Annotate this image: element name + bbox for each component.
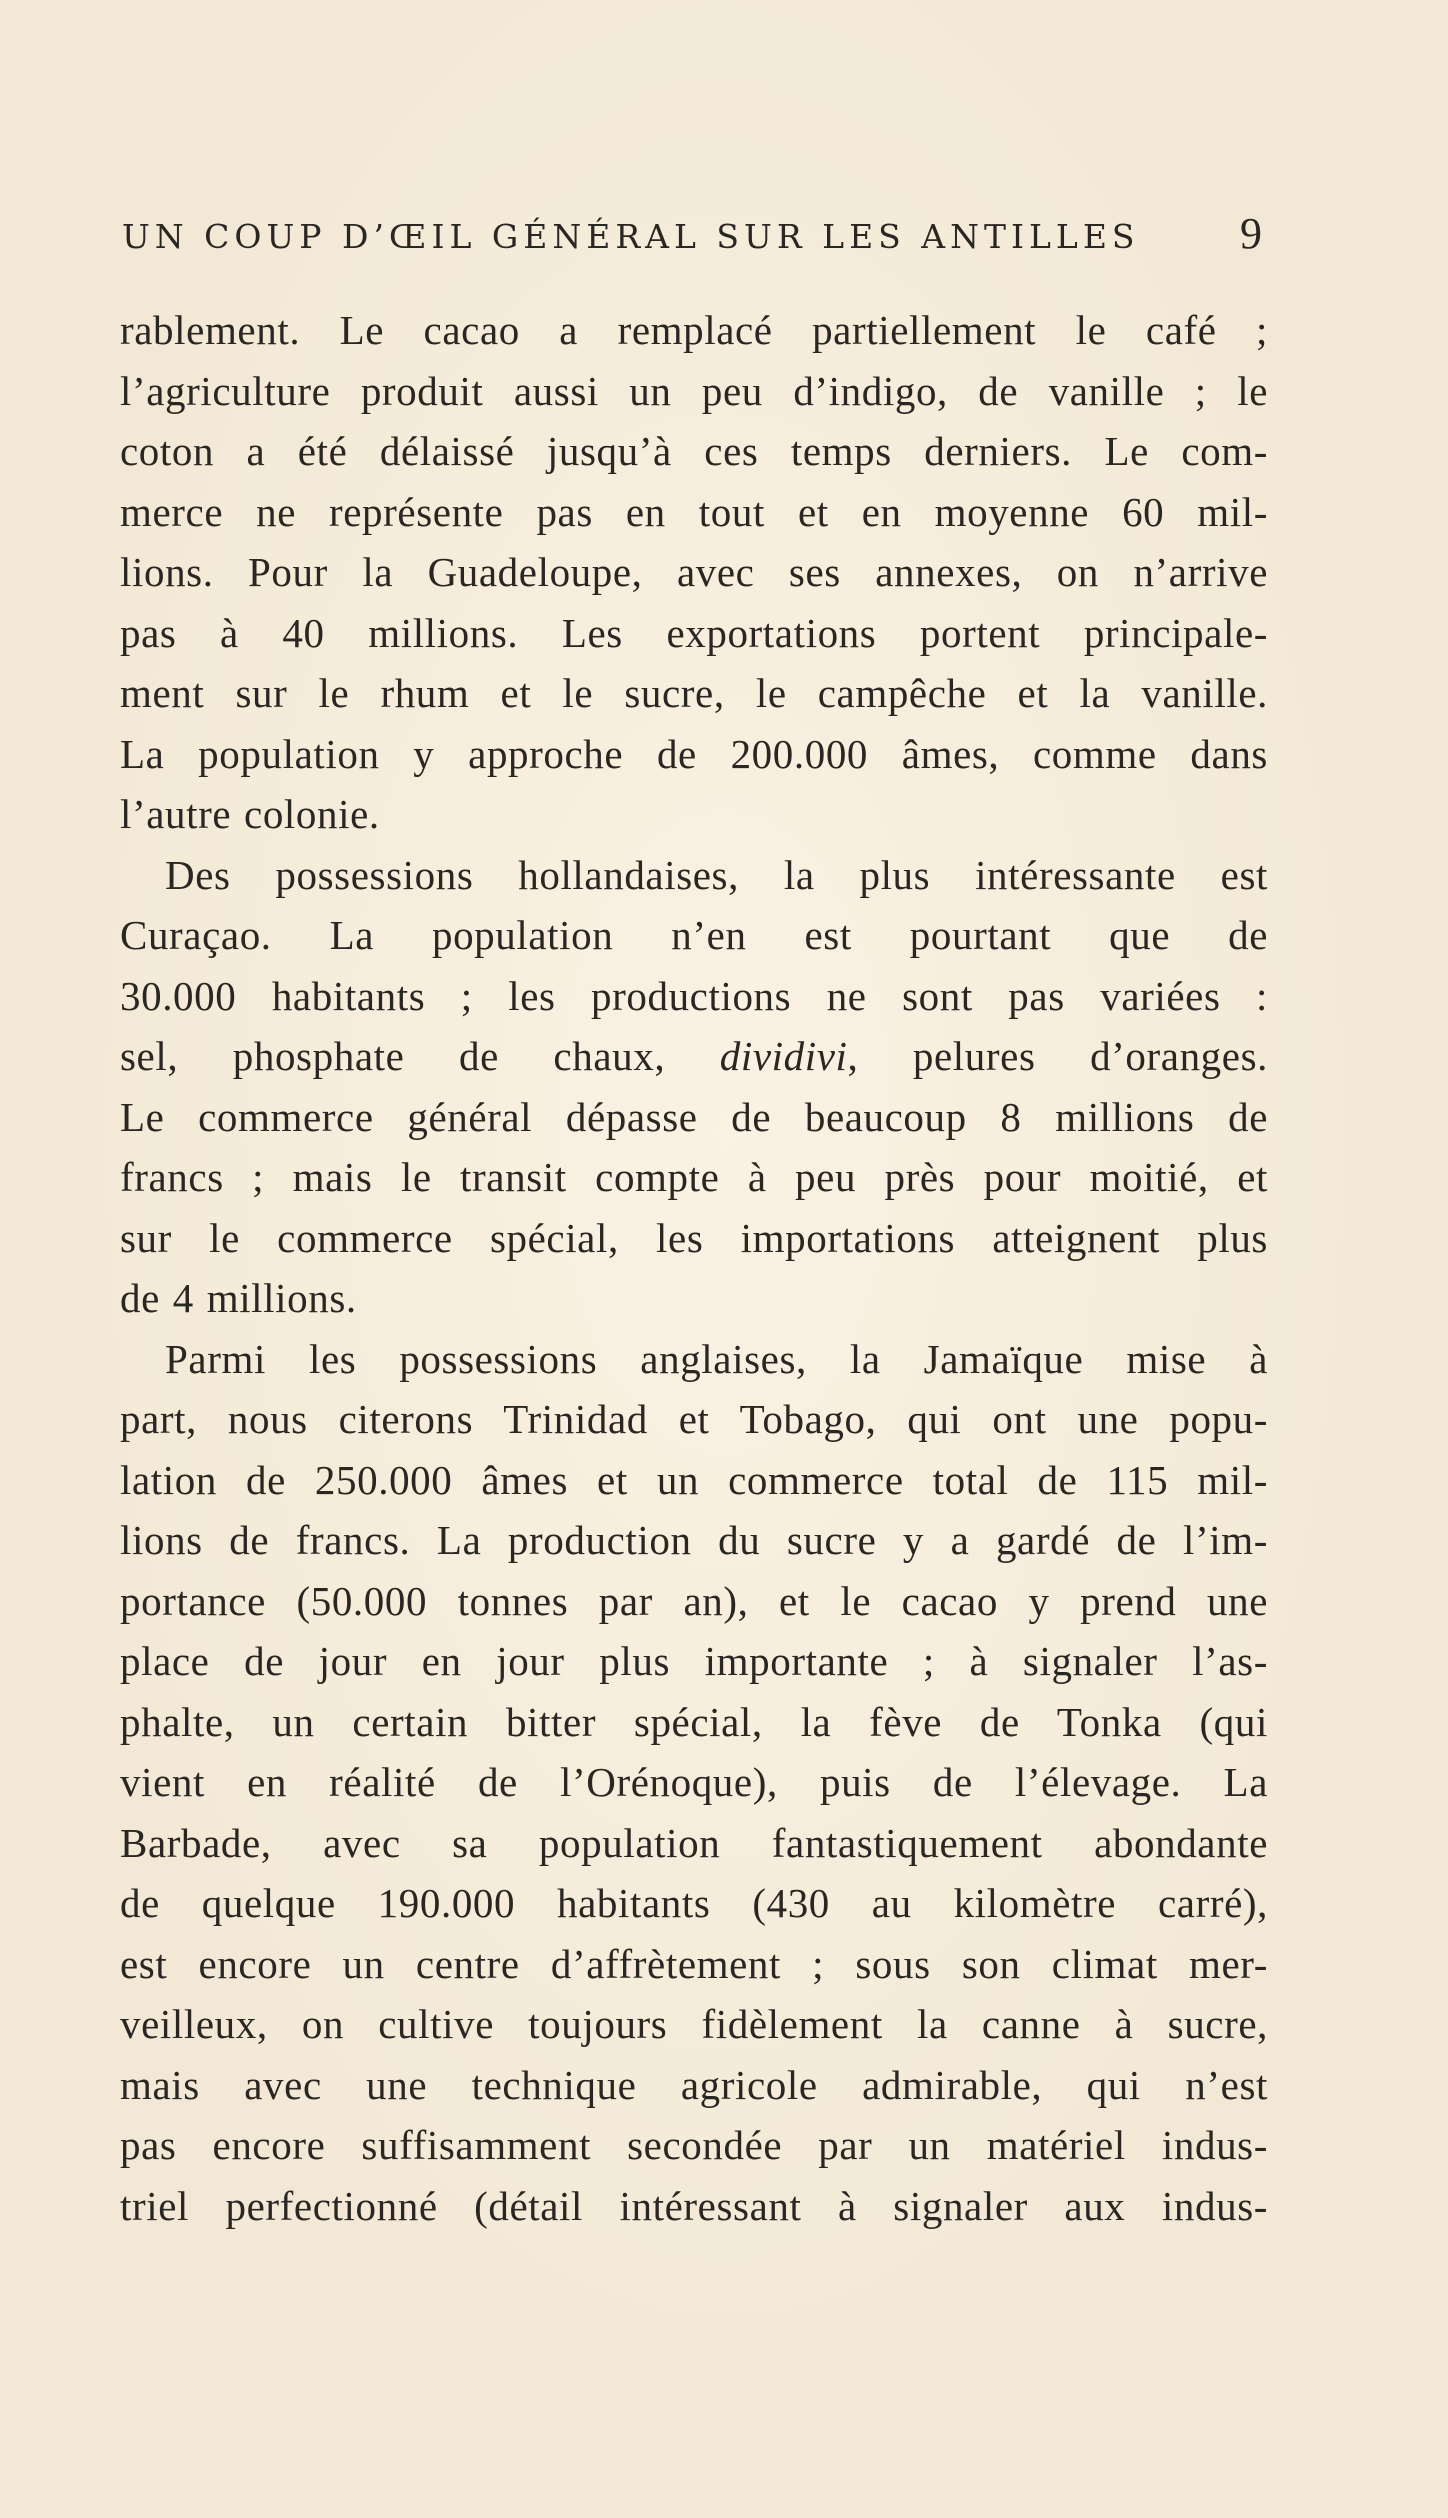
body-text — [120, 300, 1268, 2236]
text-line: Curaçao. La population n’en est pourtant que de — [120, 912, 1268, 958]
text-line: lions de francs. La production du sucre y a gardé de l’im- — [120, 1517, 1268, 1563]
paragraph — [120, 1329, 1268, 2237]
text-line: sur le commerce spécial, les importations atteignent plus — [120, 1214, 1268, 1261]
text-line: vient en réalité de l’Orénoque), puis de l’élevage. La — [120, 1759, 1268, 1805]
text-line: de 4 millions. — [120, 1275, 357, 1321]
text-line: Barbade, avec sa population fantastiquement abondante — [120, 1819, 1268, 1866]
text-line: portance (50.000 tonnes par an), et le cacao y prend une — [120, 1577, 1268, 1624]
text-segment: sel, phosphate de chaux, — [120, 1033, 720, 1079]
text-line: mais avec une technique agricole admirable, qui n’est — [120, 2061, 1268, 2108]
text-line: est encore un centre d’affrètement ; sous son climat mer- — [120, 1940, 1268, 1987]
text-line: l’agriculture produit aussi un peu d’indigo, de vanille ; le — [120, 367, 1268, 414]
text-line: part, nous citerons Trinidad et Tobago, qui ont une popu- — [120, 1396, 1268, 1442]
text-line: place de jour en jour plus importante ; à signaler l’as- — [120, 1638, 1268, 1684]
paragraph — [120, 300, 1268, 845]
text-line: triel perfectionné (détail intéressant à signaler aux indus- — [120, 2182, 1268, 2229]
running-title: UN COUP D’ŒIL GÉNÉRAL SUR LES ANTILLES — [122, 217, 1140, 256]
text-segment: , pelures d’oranges. — [847, 1033, 1268, 1079]
text-line: pas à 40 millions. Les exportations portent principale- — [120, 609, 1268, 656]
text-line: Le commerce général dépasse de beaucoup 8 millions de — [120, 1093, 1268, 1140]
text-line-with-italic — [120, 1026, 1268, 1087]
text-line: lions. Pour la Guadeloupe, avec ses annexes, on n’arrive — [120, 549, 1268, 595]
page-number: 9 — [1240, 209, 1262, 258]
text-line: rablement. Le cacao a remplacé partiellement le café ; — [120, 307, 1268, 353]
text-line: veilleux, on cultive toujours fidèlement la canne à sucre, — [120, 2001, 1268, 2047]
text-line: merce ne représente pas en tout et en moyenne 60 mil- — [120, 488, 1268, 535]
text-line: La population y approche de 200.000 âmes, comme dans — [120, 730, 1268, 777]
page-header — [122, 208, 1262, 268]
text-line: francs ; mais le transit compte à peu près pour moitié, et — [120, 1154, 1268, 1200]
text-line: Des possessions hollandaises, la plus intéressante est — [165, 851, 1268, 898]
text-line: lation de 250.000 âmes et un commerce total de 115 mil- — [120, 1456, 1268, 1503]
text-line: pas encore suffisamment secondée par un matériel indus- — [120, 2122, 1268, 2168]
text-line: 30.000 habitants ; les productions ne sont pas variées : — [120, 972, 1268, 1019]
paragraph — [120, 845, 1268, 1329]
text-line: l’autre colonie. — [120, 791, 380, 837]
text-line: Parmi les possessions anglaises, la Jamaïque mise à — [165, 1335, 1268, 1382]
italic-term: dividivi — [719, 1033, 848, 1079]
text-line: de quelque 190.000 habitants (430 au kilomètre carré), — [120, 1880, 1268, 1926]
text-line: phalte, un certain bitter spécial, la fève de Tonka (qui — [120, 1698, 1268, 1745]
text-line: coton a été délaissé jusqu’à ces temps derniers. Le com- — [120, 428, 1268, 474]
text-line: ment sur le rhum et le sucre, le campêche et la vanille. — [120, 670, 1268, 716]
